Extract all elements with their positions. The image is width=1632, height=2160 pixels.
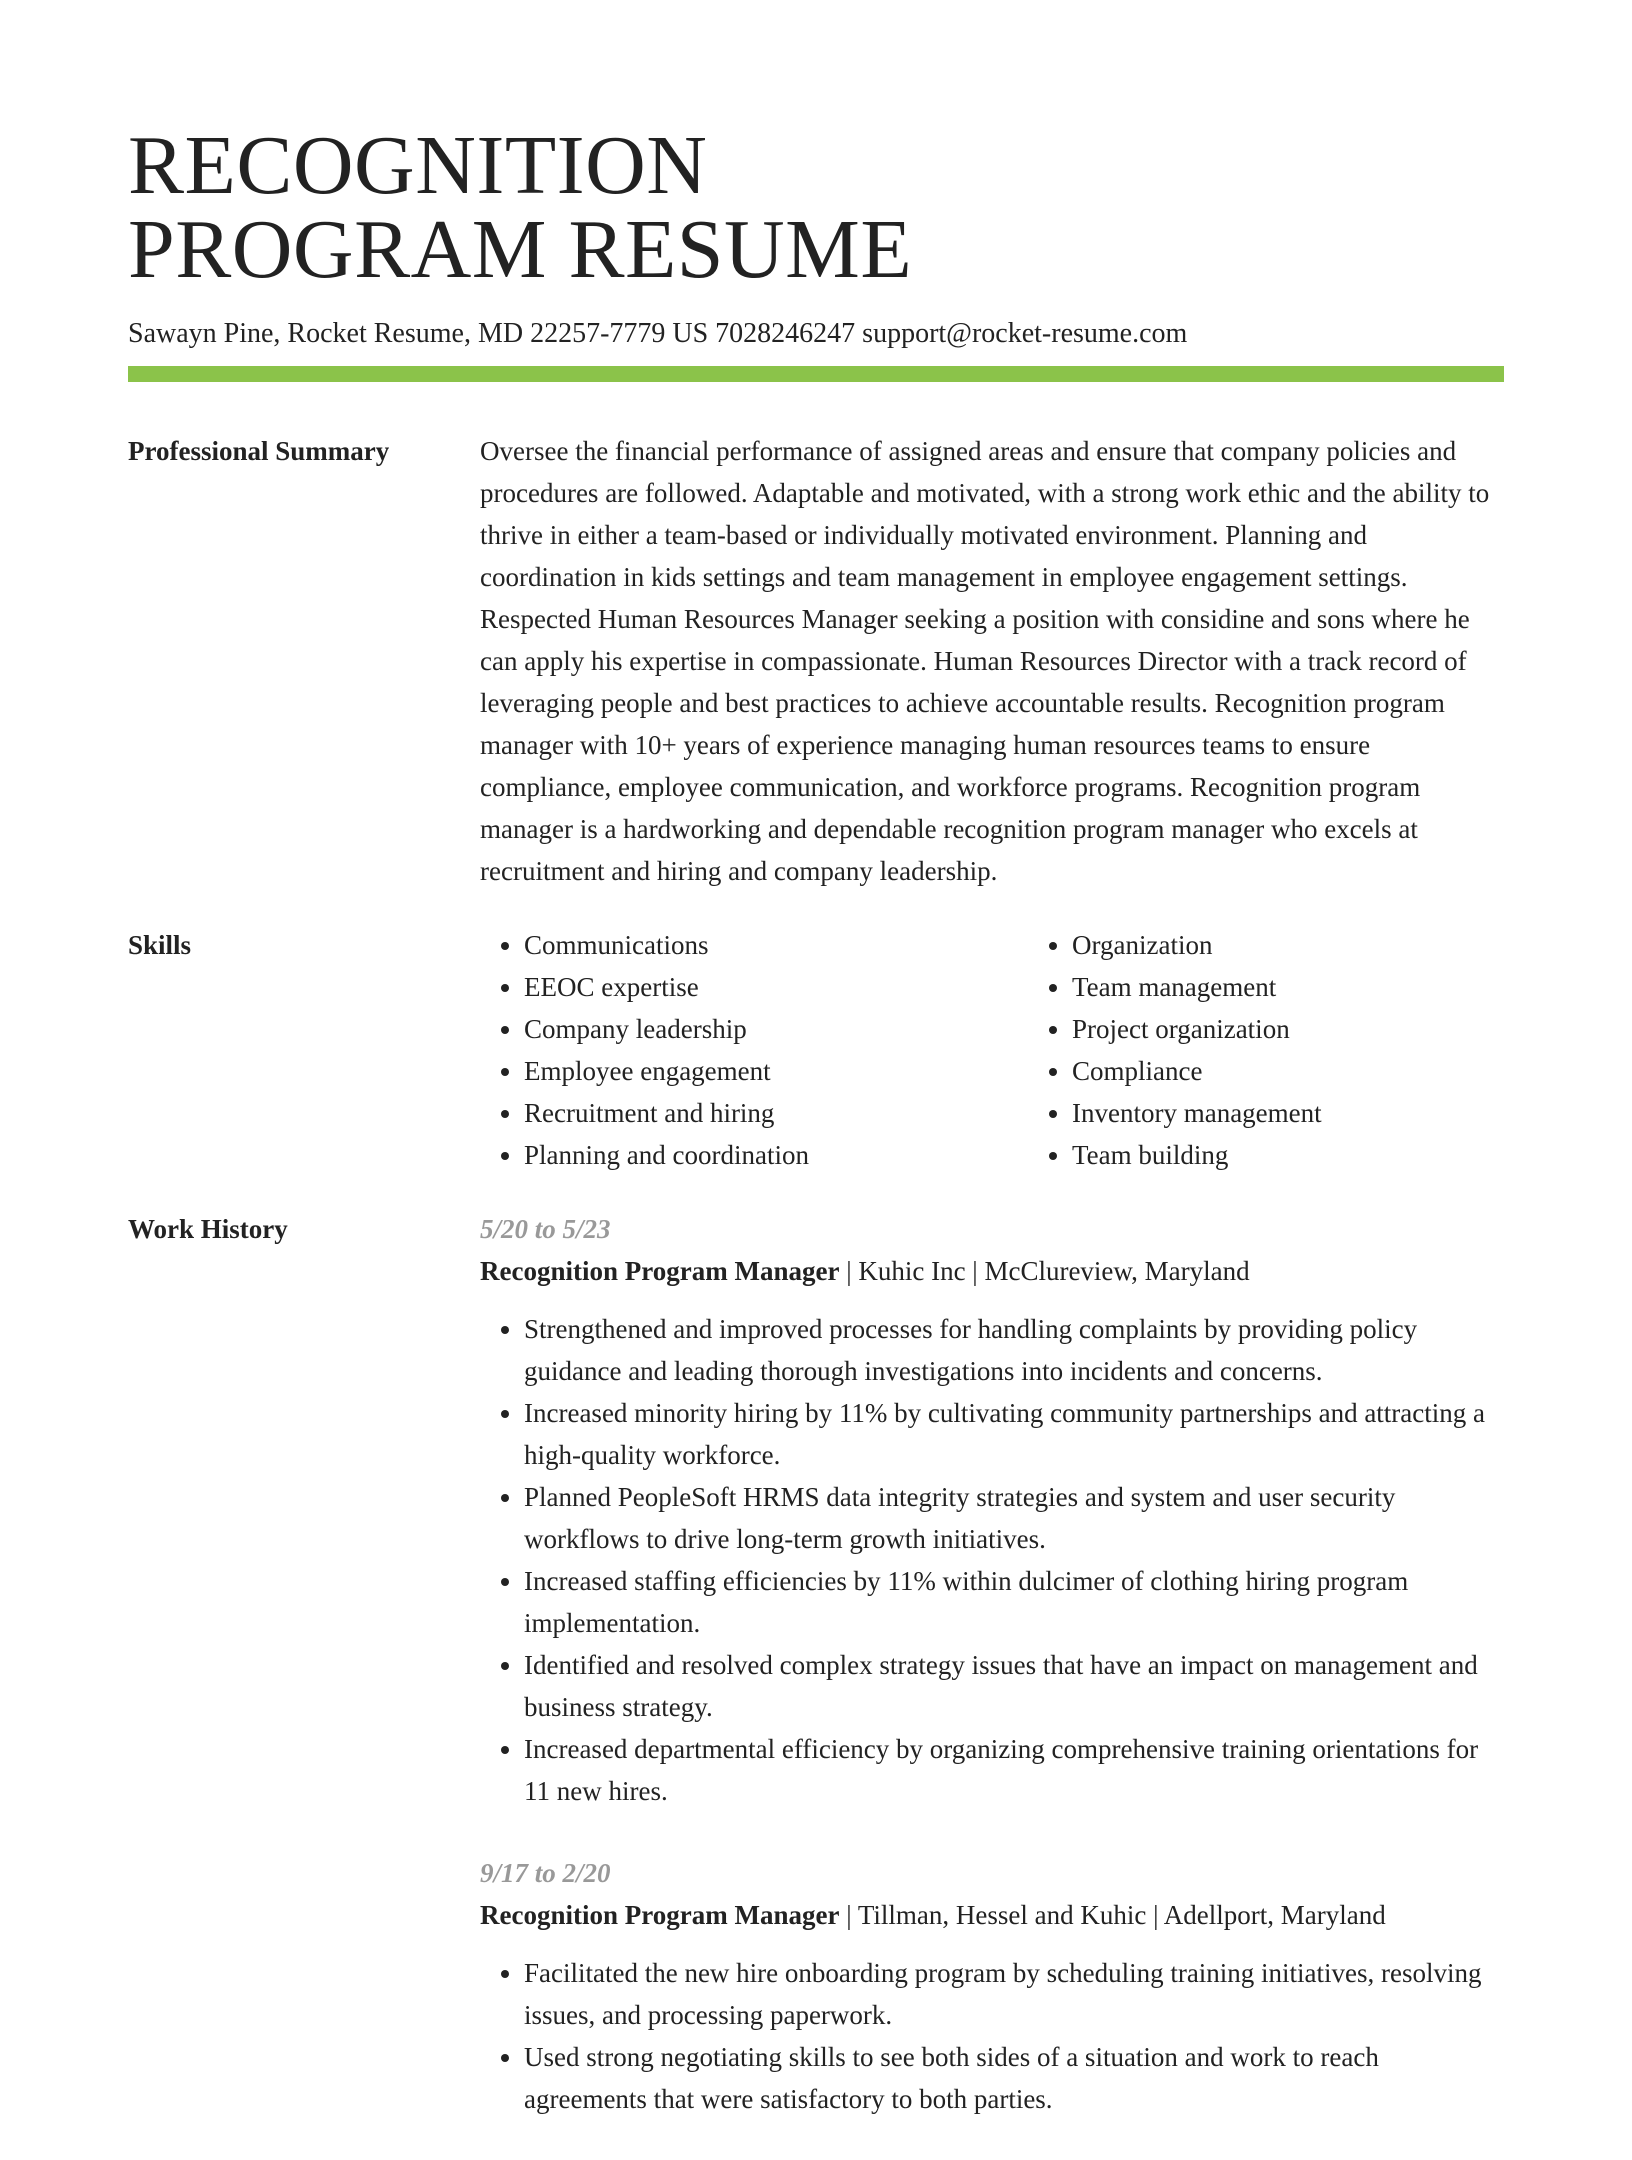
job-entry [480, 1852, 1504, 2120]
skills-column-right [1028, 924, 1576, 1176]
job-bullet: • Used strong negotiating skills to see both sides of a situation and work to reach agreements that were satisfactory to both parties. [524, 2036, 1504, 2120]
skill-item: • Inventory management [1072, 1092, 1576, 1134]
contact-line: Sawayn Pine, Rocket Resume, MD 22257-7779 US 7028246247 support@rocket-resume.com [128, 318, 1188, 349]
skill-item: • Company leadership [524, 1008, 1028, 1050]
job-entry [480, 1208, 1504, 1812]
skills-column-left [480, 924, 1028, 1176]
job-title: Recognition Program Manager [480, 1900, 840, 1930]
job-bullet: • Increased departmental efficiency by organizing comprehensive training orientations for 11 new hires. [524, 1728, 1504, 1812]
job-heading [480, 1894, 1504, 1936]
accent-divider [128, 366, 1504, 382]
skill-item: • Employee engagement [524, 1050, 1028, 1092]
job-dates: 5/20 to 5/23 [480, 1214, 611, 1244]
job-heading [480, 1250, 1504, 1292]
job-bullet-list [480, 1308, 1504, 1812]
skills-list [480, 924, 1576, 1176]
skill-item: • Planning and coordination [524, 1134, 1028, 1176]
skills-label: Skills [128, 930, 192, 960]
skill-item: • Project organization [1072, 1008, 1576, 1050]
job-bullet: • Increased minority hiring by 11% by cultivating community partnerships and attracting a high-quality workforce. [524, 1392, 1504, 1476]
resume-title-line1: RECOGNITION [128, 119, 708, 212]
professional-summary-text: Oversee the financial performance of assigned areas and ensure that company policies and procedures are followed. Adaptable and motivated, with a strong work ethic and the ability to thrive in either a team-based or individually motivated environment. Planning and coordination in kids settings and team management in employee engagement settings. Respected Human Resources Manager seeking a position with considine and sons where he can apply his expertise in compassionate. Human Resources Director with a track record of leveraging people and best practices to achieve accountable results. Recognition program manager with 10+ years of experience managing human resources teams to ensure compliance, employee communication, and workforce programs. Recognition program manager is a hardworking and dependable recognition program manager who excels at recruitment and hiring and company leadership. [480, 436, 1490, 886]
skill-item: • Team management [1072, 966, 1576, 1008]
skill-item: • Team building [1072, 1134, 1576, 1176]
job-bullet: • Planned PeopleSoft HRMS data integrity strategies and system and user security workflows to drive long-term growth initiatives. [524, 1476, 1504, 1560]
job-bullet: • Identified and resolved complex strategy issues that have an impact on management and business strategy. [524, 1644, 1504, 1728]
job-title: Recognition Program Manager [480, 1256, 840, 1286]
resume-title [128, 119, 1504, 296]
job-bullet-list [480, 1952, 1504, 2120]
work-history-label: Work History [128, 1214, 288, 1244]
job-bullet: • Facilitated the new hire onboarding program by scheduling training initiatives, resolving issues, and processing paperwork. [524, 1952, 1504, 2036]
job-company-location: | Kuhic Inc | McClureview, Maryland [839, 1256, 1250, 1286]
resume-page [128, 119, 1504, 2160]
skills-section [128, 924, 1504, 1176]
job-dates: 9/17 to 2/20 [480, 1858, 611, 1888]
skill-item: • Organization [1072, 924, 1576, 966]
professional-summary-label: Professional Summary [128, 436, 390, 466]
skill-item: • Communications [524, 924, 1028, 966]
skill-item: • Recruitment and hiring [524, 1092, 1028, 1134]
professional-summary-section [128, 430, 1504, 892]
job-company-location: | Tillman, Hessel and Kuhic | Adellport, Maryland [839, 1900, 1386, 1930]
skill-item: • Compliance [1072, 1050, 1576, 1092]
job-bullet: • Strengthened and improved processes for handling complaints by providing policy guidance and leading thorough investigations into incidents and concerns. [524, 1308, 1504, 1392]
job-bullet: • Increased staffing efficiencies by 11% within dulcimer of clothing hiring program implementation. [524, 1560, 1504, 1644]
work-history-list [480, 1208, 1504, 2160]
work-history-section [128, 1208, 1504, 2160]
skill-item: • EEOC expertise [524, 966, 1028, 1008]
resume-title-line2: PROGRAM RESUME [128, 203, 913, 296]
